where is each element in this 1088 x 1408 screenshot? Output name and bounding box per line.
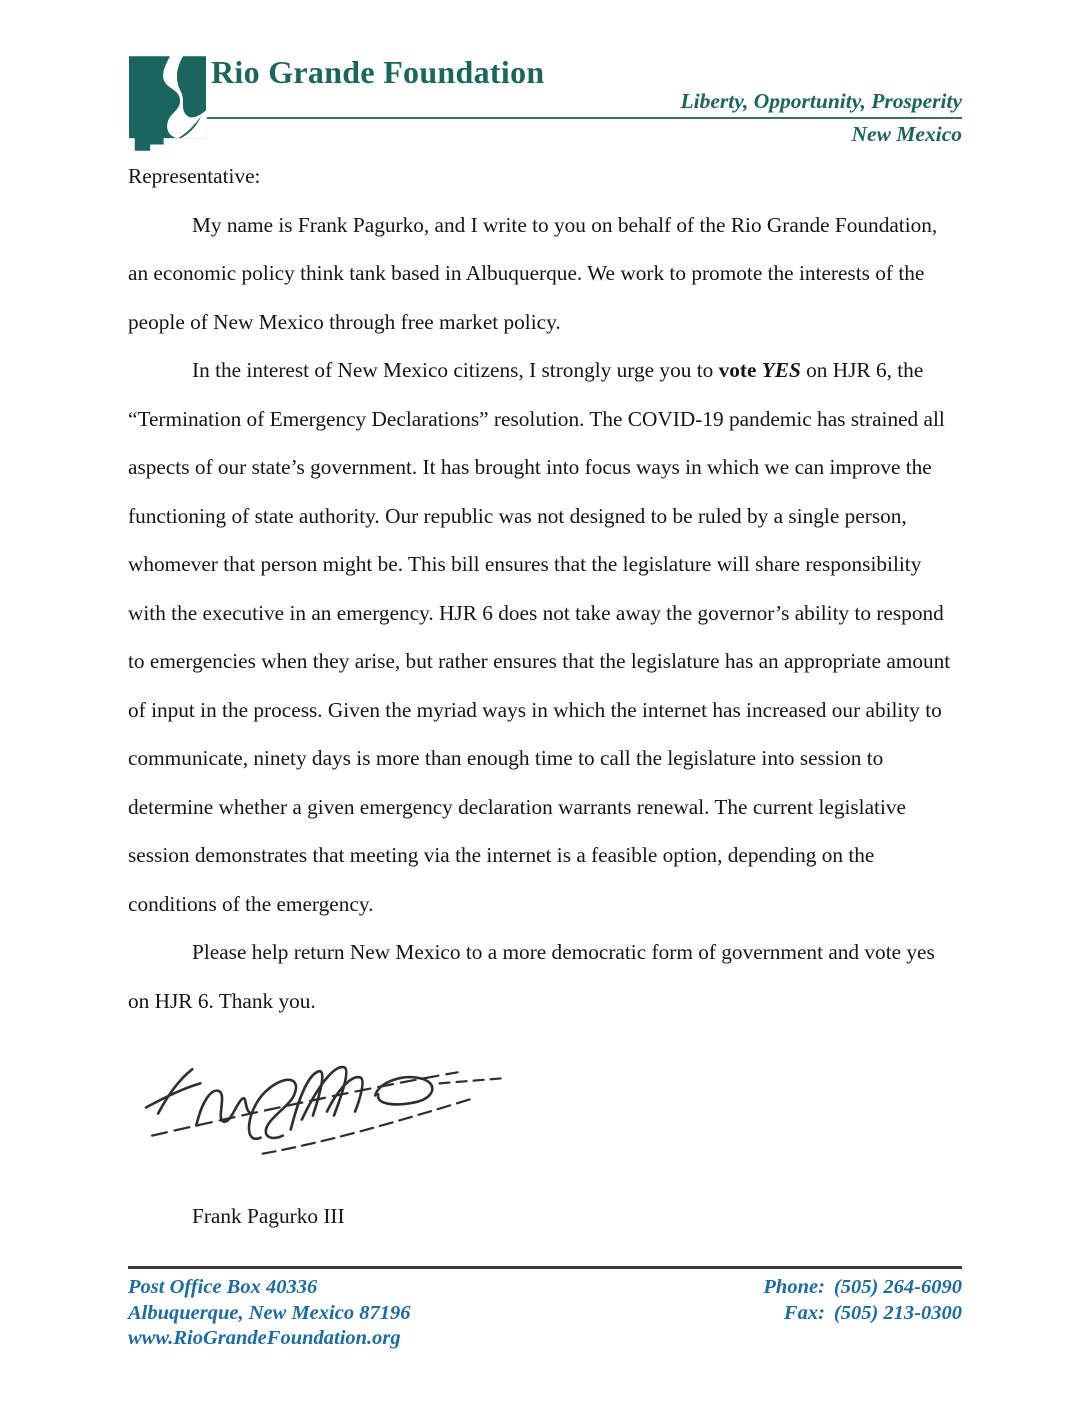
footer-contact-block: [128, 1275, 410, 1352]
footer-fax-line: [763, 1301, 962, 1327]
vote-emphasis: vote: [718, 358, 762, 382]
footer-website: www.RioGrandeFoundation.org: [128, 1327, 401, 1349]
paragraph-2: [128, 346, 961, 928]
paragraph-2-lead: In the interest of New Mexico citizens, I strongly urge you to: [192, 358, 719, 382]
fax-number: (505) 213-0300: [833, 1301, 962, 1324]
org-region: New Mexico: [851, 122, 962, 146]
signer-name: Frank Pagurko III: [192, 1204, 345, 1228]
fax-label: Fax:: [783, 1301, 825, 1324]
org-tagline: Liberty, Opportunity, Prosperity: [680, 89, 962, 113]
paragraph-1: My name is Frank Pagurko, and I write to you on behalf of the Rio Grande Foundation, an economic policy think tank based in Albuquerque. We work to promote the interests of the people of New Mexico through free market policy.: [128, 212, 938, 334]
salutation: Representative:: [128, 164, 261, 188]
header-divider: [207, 117, 962, 119]
footer-phone-line: [763, 1275, 962, 1301]
org-name: Rio Grande Foundation: [211, 54, 545, 90]
yes-emphasis: YES: [761, 358, 801, 382]
footer-po-box: Post Office Box 40336: [128, 1276, 318, 1298]
letter-body: [128, 152, 961, 1025]
footer-phone-block: [763, 1275, 962, 1326]
phone-number: (505) 264-6090: [833, 1276, 962, 1298]
rio-grande-foundation-logo-icon: [128, 55, 207, 152]
phone-label: Phone:: [763, 1276, 825, 1298]
paragraph-3: Please help return New Mexico to a more democratic form of government and vote yes on HJR 6. Thank you.: [128, 940, 935, 1013]
footer: [128, 1266, 962, 1352]
footer-city-state-zip: Albuquerque, New Mexico 87196: [128, 1301, 411, 1324]
paragraph-2-rest: on HJR 6, the “Termination of Emergency Declarations” resolution. The COVID-19 pandemic has strained all aspects of our state’s government. It has brought into focus ways in which we can improve the functioning of state authority. Our republic was not designed to be ruled by a single person, whomever that person might be. This bill ensures that the legislature will share responsibility with the executive in an emergency. HJR 6 does not take away the governor’s ability to respond to emergencies when they arise, but rather ensures that the legislature has an appropriate amount of input in the process. Given the myriad ways in which the internet has increased our ability to communicate, ninety days is more than enough time to call the legislature into session to determine whether a given emergency declaration warrants renewal. The current legislative session demonstrates that meeting via the internet is a feasible option, depending on the conditions of the emergency.: [128, 358, 951, 916]
handwritten-signature: [138, 1046, 530, 1174]
